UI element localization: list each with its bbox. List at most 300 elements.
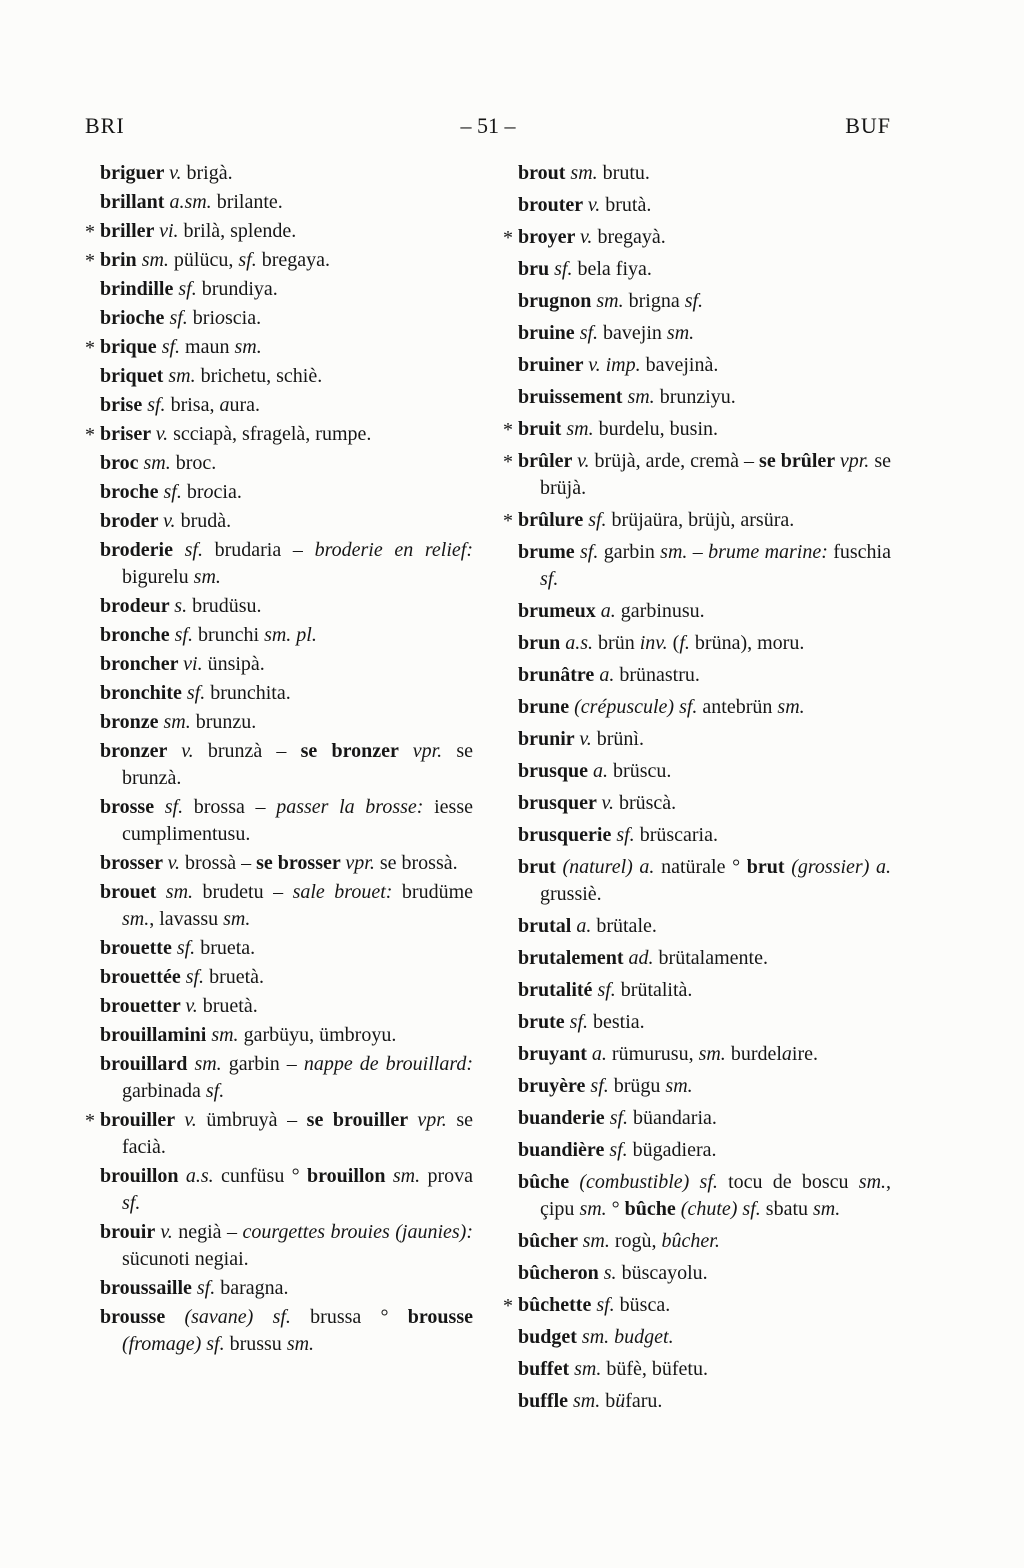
entry-text: brüna), moru. [694,632,805,654]
entry-text: sm. [193,566,221,588]
headword: buanderie [518,1107,610,1129]
entry-text: a. [576,915,597,937]
entry-text: brudà. [180,510,232,532]
headword: brutal [518,915,577,937]
entry-text: sücunoti negiai. [122,1248,249,1270]
entry-text: sf. [164,796,194,818]
dictionary-entry [85,993,473,1020]
dictionary-entry [503,288,891,315]
entry-text: sm. [777,696,805,718]
entry-text: b [605,1390,616,1412]
entry-text: sf. [163,481,187,503]
entry-text: bügadiera. [632,1139,717,1161]
headword: brioche [100,307,170,329]
entry-text: v. [601,792,619,814]
entry-text: prova [427,1165,473,1187]
headword: budget [518,1326,582,1348]
asterisk-marker: * [503,1295,513,1317]
headword: brouillard [100,1053,195,1075]
entry-text: v. [163,510,181,532]
entry-text: sf. [184,539,215,561]
entry-text: büandaria. [633,1107,717,1129]
headword: briser [100,423,156,445]
entry-text: sm. [143,452,176,474]
dictionary-content [85,160,891,1420]
dictionary-entry [503,192,891,219]
entry-text: büscayolu. [621,1262,708,1284]
entry-text: bûcher. [661,1230,720,1252]
entry-text: brütale. [596,915,657,937]
entry-text: (grossier) a. [791,856,891,878]
dictionary-entry [503,320,891,347]
entry-text: vi. [183,653,208,675]
entry-text: brunchita. [210,682,291,704]
asterisk-marker: * [503,510,513,532]
entry-text: baragna. [220,1277,289,1299]
entry-text: sm. [858,1171,887,1193]
dictionary-entry [85,392,473,419]
headword: brusquerie [518,824,617,846]
headword: broussaille [100,1277,197,1299]
entry-text: s. [603,1262,622,1284]
dictionary-entry [503,224,891,251]
entry-text: sf. [176,937,201,959]
entry-text: sf. [196,1277,221,1299]
entry-text: – [692,541,709,563]
entry-text: bavejinà. [645,354,719,376]
headword: brouiller [100,1109,185,1131]
headword: brute [518,1011,570,1033]
headword: bronze [100,711,164,733]
headword: brouettée [100,966,186,988]
dictionary-entry [503,1137,891,1164]
dictionary-entry [503,630,891,657]
headword: brouter [518,194,588,216]
entry-text: (naturel) a. [562,856,662,878]
entry-text: brichetu, schiè. [200,365,323,387]
entry-text: v. [167,852,186,874]
headword: brouette [100,937,177,959]
entry-text: brouillon [307,1165,393,1187]
entry-text: bavejin [603,322,667,344]
headword: brin [100,249,142,271]
dictionary-entry [85,450,473,477]
entry-text: sm. [211,1024,244,1046]
entry-text: natürale ° [661,856,747,878]
dictionary-entry [85,1275,473,1302]
entry-text: sm. [122,908,150,930]
entry-text: ümbruyà – [206,1109,307,1131]
entry-text: sf. [205,1080,225,1102]
entry-text: ünsipà. [207,653,265,675]
entry-text: sf. [579,322,604,344]
dictionary-entry [85,276,473,303]
dictionary-entry [503,507,891,534]
entry-text: maun [185,336,235,358]
entry-text: sm. [666,322,695,344]
dictionary-entry [503,822,891,849]
asterisk-marker: * [503,227,513,249]
entry-text: brut [746,856,792,878]
headword: brindille [100,278,179,300]
entry-text: se brosser [256,852,346,874]
entry-text: faru. [625,1390,663,1412]
dictionary-entry [503,1228,891,1255]
entry-text: brunziyu. [659,386,736,408]
entry-text: brüscu. [613,760,672,782]
dictionary-entry [503,1169,891,1223]
headword: briller [100,220,160,242]
entry-text: rogù, [614,1230,662,1252]
headword: bronche [100,624,175,646]
entry-text: a.s. [185,1165,222,1187]
entry-text: sm. [165,881,203,903]
entry-text: fuschia [833,541,891,563]
dictionary-entry [85,334,473,361]
headword: brodeur [100,595,175,617]
dictionary-entry [503,160,891,187]
headword: bûcheron [518,1262,604,1284]
entry-text: brigà. [186,162,233,184]
entry-text: antebrün [702,696,778,718]
headword: brouillon [100,1165,186,1187]
headword: brosser [100,852,168,874]
entry-text: sm. [660,541,693,563]
dictionary-entry [503,384,891,411]
entry-text: brüjaüra, brüjù, arsüra. [611,509,795,531]
dictionary-entry [85,508,473,535]
entry-text: tocu de boscu [728,1171,859,1193]
dictionary-entry [85,964,473,991]
headword: brillant [100,191,170,213]
headword: bruissement [518,386,628,408]
entry-text: sf. [616,824,640,846]
entry-text: sm. [579,1198,612,1220]
entry-text: o [215,307,225,329]
dictionary-entry [503,539,891,593]
entry-text: sbatu [765,1198,813,1220]
entry-text: v. imp. [588,354,646,376]
entry-text: sm. [163,711,196,733]
entry-text: brüjà, arde, cremà – [594,450,760,472]
entry-text: sm. [582,1230,615,1252]
entry-text: sf. [186,682,211,704]
headword: broder [100,510,164,532]
entry-text: a. [591,1043,612,1065]
entry-text: bregaya. [261,249,330,271]
dictionary-entry [85,1051,473,1105]
entry-text: brunzà – [207,740,301,762]
entry-text: brunchi [197,624,265,646]
entry-text: vpr. [417,1109,457,1131]
entry-text: se brüjà. [540,450,892,499]
entry-text: ura. [229,394,260,416]
entry-text: sm. budget. [581,1326,674,1348]
dictionary-entry [503,1292,891,1319]
dictionary-entry [503,1324,891,1351]
entry-text: a [219,394,230,416]
headword: bruyant [518,1043,592,1065]
entry-text: garbin [603,541,661,563]
headword: brut [518,856,563,878]
entry-text: a. [599,664,620,686]
entry-text: (crépuscule) sf. [574,696,703,718]
entry-text: brisa, [170,394,220,416]
entry-text: sf. [540,568,559,590]
dictionary-entry [85,1022,473,1049]
entry-text: sf. [590,1075,614,1097]
dictionary-entry [85,421,473,448]
headword: brouillamini [100,1024,212,1046]
entry-text: brudüsu. [192,595,262,617]
headword: broyer [518,226,581,248]
dictionary-entry [85,189,473,216]
entry-text: vpr. [839,450,875,472]
entry-text: brume marine: [708,541,834,563]
entry-text: sm. [665,1075,693,1097]
entry-text: passer la brosse: [276,796,435,818]
entry-text: sm. [223,908,251,930]
entry-text: pülücu, [173,249,239,271]
entry-text: ire. [791,1043,818,1065]
headword: broche [100,481,164,503]
headword: brusque [518,760,594,782]
asterisk-marker: * [85,337,95,359]
entry-text: a. [600,600,621,622]
entry-text: ad. [628,947,659,969]
entry-text: brussa ° [310,1306,408,1328]
entry-text: v. [577,450,595,472]
entry-text: sf. [580,541,604,563]
asterisk-marker: * [85,221,95,243]
dictionary-entry [503,1356,891,1383]
entry-text: brilà, splende. [183,220,297,242]
entry-text: broc. [175,452,217,474]
entry-text: (savane) sf. [184,1306,311,1328]
entry-text: büsca. [619,1294,671,1316]
headword: bûchette [518,1294,597,1316]
headword: briquet [100,365,169,387]
headword: brique [100,336,162,358]
headword: bruyère [518,1075,591,1097]
headword: brise [100,394,148,416]
entry-text: se bronzer [300,740,413,762]
entry-text: sf. [569,1011,594,1033]
entry-text: sf. [596,1294,620,1316]
dictionary-entry [85,363,473,390]
entry-text: v. [155,423,174,445]
entry-text: se brouiller [306,1109,418,1131]
entry-text: (combustible) sf. [579,1171,729,1193]
headword: broncher [100,653,184,675]
headword: bûcher [518,1230,583,1252]
dictionary-entry [85,1107,473,1161]
entry-text: inv. [639,632,673,654]
dictionary-entry [85,1163,473,1217]
entry-text: brueta. [200,937,256,959]
entry-text: a [781,1043,792,1065]
entry-text: brigna [628,290,685,312]
entry-text: bûche [624,1198,681,1220]
entry-text: f. [679,632,695,654]
dictionary-entry [503,1105,891,1132]
dictionary-entry [503,913,891,940]
dictionary-entry [503,726,891,753]
entry-text: garbinusu. [620,600,705,622]
entry-text: vpr. [412,740,457,762]
header-left-keyword: BRI [85,113,125,138]
dictionary-entry [85,305,473,332]
entry-text: negià – [178,1221,243,1243]
asterisk-marker: * [85,1110,95,1132]
entry-text: sf. [597,979,621,1001]
entry-text: brundiya. [201,278,278,300]
dictionary-entry [503,854,891,908]
entry-text: v. [181,740,208,762]
entry-text: sm. [573,1390,606,1412]
entry-text: brütalità. [620,979,693,1001]
headword: brunir [518,728,580,750]
headword: broderie [100,539,185,561]
entry-text: brütalamente. [658,947,768,969]
dictionary-entry [503,598,891,625]
dictionary-entry [503,1073,891,1100]
entry-text: v. [160,1221,179,1243]
entry-text: sm. [392,1165,428,1187]
entry-text: sm. [168,365,201,387]
headword: brun [518,632,566,654]
dictionary-entry [503,945,891,972]
dictionary-entry [85,160,473,187]
entry-text: burdel [730,1043,782,1065]
entry-text: v. [185,995,203,1017]
entry-text: a.sm. [169,191,217,213]
entry-text: sm. [194,1053,229,1075]
entry-text: brossà – [185,852,257,874]
entry-text: sf. [122,1192,141,1214]
headword: brout [518,162,571,184]
entry-text: sm. [286,1333,315,1355]
entry-text: brünì. [596,728,644,750]
entry-text: burdelu, busin. [598,418,719,440]
headword: brunâtre [518,664,600,686]
dictionary-entry [503,352,891,379]
entry-text: büfè, büfetu. [606,1358,708,1380]
dictionary-entry [85,537,473,591]
headword: brousse [100,1306,185,1328]
asterisk-marker: * [85,424,95,446]
entry-text: cunfüsu ° [221,1165,307,1187]
dictionary-entry [85,1219,473,1273]
right-column [503,160,891,1420]
headword: bûche [518,1171,580,1193]
entry-text: garbinada [122,1080,206,1102]
entry-text: brutu. [602,162,650,184]
dictionary-entry [503,1260,891,1287]
entry-text: a.s. [565,632,599,654]
entry-text: bruetà. [202,995,258,1017]
entry-text: v. [580,226,598,248]
entry-text: sf. [609,1107,634,1129]
dictionary-entry [503,256,891,283]
entry-text: , çipu [540,1171,892,1220]
entry-text: sf. [684,290,704,312]
dictionary-entry [85,794,473,848]
headword: brume [518,541,581,563]
dictionary-entry [503,694,891,721]
entry-text: garbüyu, ümbroyu. [243,1024,397,1046]
entry-text: (fromage) sf. [122,1333,230,1355]
dictionary-entry [85,738,473,792]
dictionary-entry [503,1041,891,1068]
entry-text: grussiè. [540,883,602,905]
headword: broc [100,452,144,474]
headword: bruine [518,322,580,344]
dictionary-entry [85,247,473,274]
headword: brouet [100,881,166,903]
headword: briguer [100,162,170,184]
headword: brutalité [518,979,598,1001]
entry-text: ( [672,632,680,654]
entry-text: brüscaria. [639,824,718,846]
entry-text: sf. [161,336,186,358]
entry-text: sm. [141,249,174,271]
entry-text: ° [611,1198,625,1220]
entry-text: brünastru. [619,664,700,686]
entry-text: sf. [178,278,202,300]
entry-text: sf. [174,624,198,646]
dictionary-entry [85,479,473,506]
entry-text: bruetà. [209,966,265,988]
entry-text: sm. [596,290,629,312]
dictionary-entry [503,1388,891,1415]
entry-text: se facià. [122,1109,474,1158]
entry-text: br [186,481,204,503]
dictionary-entry [503,758,891,785]
entry-text: sm. [234,336,262,358]
headword: bronchite [100,682,187,704]
headword: brûlure [518,509,589,531]
entry-text: brunzu. [195,711,257,733]
entry-text: bregayà. [597,226,666,248]
entry-text: rümurusu, [611,1043,699,1065]
entry-text: brussu [229,1333,287,1355]
entry-text: brüscà. [618,792,677,814]
headword: brumeux [518,600,601,622]
entry-text: sf. [588,509,612,531]
entry-text: brudaria – [214,539,315,561]
entry-text: brügu [613,1075,666,1097]
entry-text: v. [579,728,597,750]
entry-text: sm. [698,1043,731,1065]
dictionary-entry [85,850,473,877]
entry-text: (chute) sf. [680,1198,766,1220]
entry-text: bigurelu [122,566,194,588]
entry-text: brilante. [216,191,283,213]
dictionary-entry [503,977,891,1004]
entry-text: v. [184,1109,207,1131]
entry-text: v. [587,194,606,216]
entry-text: sale brouet: [292,881,402,903]
headword: buandière [518,1139,610,1161]
entry-text: sf. [147,394,171,416]
entry-text: sm. [574,1358,607,1380]
entry-text: scciapà, sfragelà, rumpe. [173,423,372,445]
entry-text: sm. [813,1198,841,1220]
entry-text: iesse cumplimentusu. [122,796,474,845]
entry-text: brossa – [193,796,277,818]
entry-text: sf. [169,307,193,329]
